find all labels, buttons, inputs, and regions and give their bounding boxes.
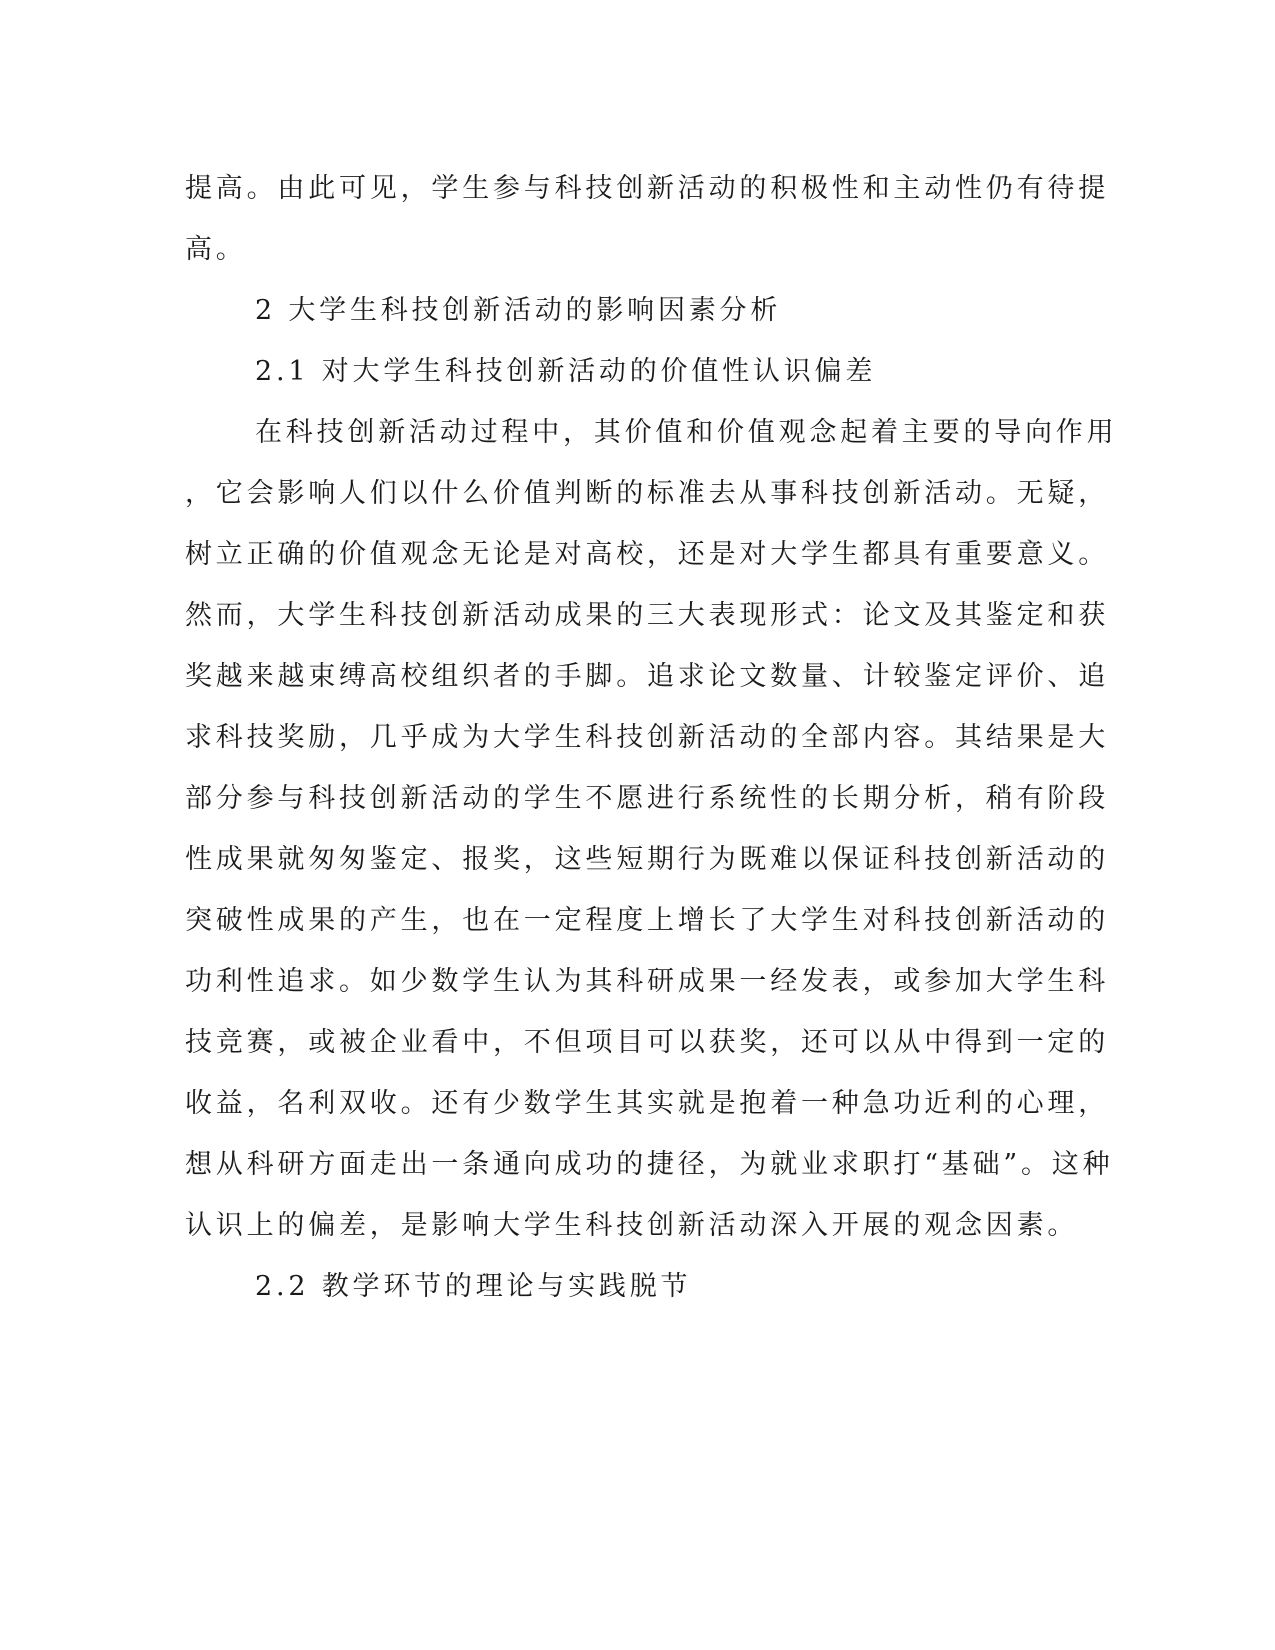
subsection-heading-2-1: 2.1 对大学生科技创新活动的价值性认识偏差	[255, 356, 877, 387]
section-heading-2: 2 大学生科技创新活动的影响因素分析	[255, 295, 782, 326]
paragraph-continuation-line: 提高。由此可见，学生参与科技创新活动的积极性和主动性仍有待提	[185, 173, 1109, 204]
paragraph-line: 想从科研方面走出一条通向成功的捷径，为就业求职打“基础”。这种	[185, 1149, 1114, 1180]
paragraph-line: 部分参与科技创新活动的学生不愿进行系统性的长期分析，稍有阶段	[185, 783, 1109, 814]
paragraph-line: 然而，大学生科技创新活动成果的三大表现形式：论文及其鉴定和获	[185, 600, 1109, 631]
paragraph-line: 求科技奖励，几乎成为大学生科技创新活动的全部内容。其结果是大	[185, 722, 1109, 753]
paragraph-line: 收益，名利双收。还有少数学生其实就是抱着一种急功近利的心理，	[185, 1088, 1109, 1119]
document-body	[185, 158, 1118, 1317]
paragraph-line: 奖越来越束缚高校组织者的手脚。追求论文数量、计较鉴定评价、追	[185, 661, 1109, 692]
paragraph-line: 树立正确的价值观念无论是对高校，还是对大学生都具有重要意义。	[185, 539, 1109, 570]
paragraph-line: 突破性成果的产生，也在一定程度上增长了大学生对科技创新活动的	[185, 905, 1109, 936]
paragraph-line: 性成果就匆匆鉴定、报奖，这些短期行为既难以保证科技创新活动的	[185, 844, 1109, 875]
paragraph-line: 技竞赛，或被企业看中，不但项目可以获奖，还可以从中得到一定的	[185, 1027, 1109, 1058]
subsection-heading-2-2: 2.2 教学环节的理论与实践脱节	[255, 1271, 692, 1302]
paragraph-continuation-line: 高。	[185, 234, 247, 265]
paragraph-first-line: 在科技创新活动过程中，其价值和价值观念起着主要的导向作用	[255, 417, 1118, 448]
paragraph-line: 功利性追求。如少数学生认为其科研成果一经发表，或参加大学生科	[185, 966, 1109, 997]
paragraph-line: 认识上的偏差，是影响大学生科技创新活动深入开展的观念因素。	[185, 1210, 1079, 1241]
paragraph-line: ，它会影响人们以什么价值判断的标准去从事科技创新活动。无疑，	[185, 478, 1109, 509]
